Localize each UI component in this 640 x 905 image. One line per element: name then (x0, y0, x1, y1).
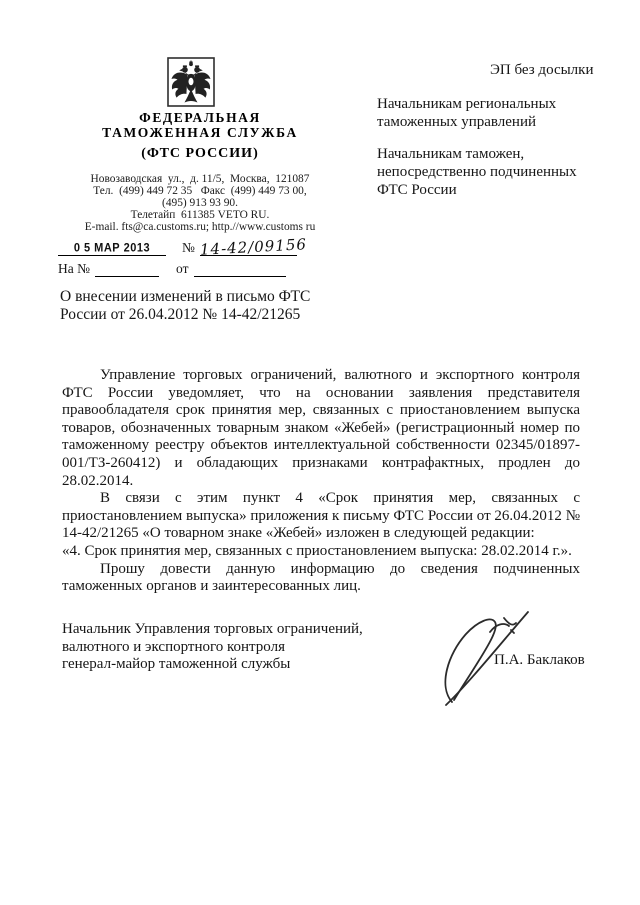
body-paragraph: В связи с этим пункт 4 «Срок принятия мер, связанных с приостановлением выпуска» приложения к письму ФТС России от 26.04.2012 № 14-42/21265 «О товарном знаке «Жебей» изложен в следующей редакции: (62, 490, 580, 542)
incoming-number-field (95, 260, 159, 277)
letter-body (62, 367, 580, 596)
org-name-line2: ТАМОЖЕННАЯ СЛУЖБА (102, 125, 298, 140)
signatory-title-block (62, 621, 392, 674)
signatory-title-line: генерал-майор таможенной службы (62, 656, 291, 673)
address-line: Тел. (499) 449 72 35 Факс (499) 449 73 00, (93, 185, 307, 197)
addressee-line: таможенных управлений (377, 114, 537, 131)
addressee-line: непосредственно подчиненных (377, 163, 577, 180)
addressee-line: Начальникам таможен, (377, 145, 525, 162)
outgoing-number-field (199, 235, 308, 259)
subject-line: России от 26.04.2012 № 14-42/21265 (60, 305, 301, 323)
signatory-title-line: валютного и экспортного контроля (62, 638, 285, 655)
subject-block (60, 288, 320, 323)
addressee-line: ФТС России (377, 182, 457, 199)
number-sign-label: № (182, 240, 195, 255)
address-line: (495) 913 93 90. (162, 197, 238, 209)
body-paragraph-quote: «4. Срок принятия мер, связанных с приостановлением выпуска: 28.02.2014 г.». (62, 542, 572, 559)
signatory-name: П.А. Баклаков (494, 652, 585, 668)
address-line: Новозаводская ул., д. 11/5, Москва, 121087 (90, 173, 310, 185)
date-stamp: 0 5 МАР 2013 (73, 241, 151, 255)
addressee-line: Начальникам региональных (377, 96, 557, 112)
outgoing-ref-row (58, 235, 308, 259)
addressee-1 (377, 95, 595, 132)
incoming-date-field (194, 260, 286, 277)
incoming-number-label: На № (58, 261, 90, 276)
body-paragraph: Прошу довести данную информацию до сведения подчиненных таможенных органов и заинтересованных лиц. (62, 560, 580, 595)
ep-delivery-note: ЭП без досылки (490, 62, 594, 78)
subject-line: О внесении изменений в письмо ФТС (60, 288, 311, 305)
incoming-date-label: от (176, 261, 189, 276)
org-short-name: (ФТС РОССИИ) (141, 146, 259, 161)
signatory-title-line: Начальник Управления торговых ограничений, (62, 621, 363, 637)
incoming-ref-row (58, 260, 286, 277)
coat-of-arms-icon (167, 57, 215, 107)
body-paragraph: Управление торговых ограничений, валютного и экспортного контроля ФТС России уведомляет, что на основании заявления представителя правообладателя срок принятия мер, связанных с приостановлением выпуска товаров, обозначенных товарным знаком «Жебей» (регистрационный номер по таможенному реестру объектов интеллектуальной собственности 02345/01897-001/ТЗ-260412) и обладающих признаками контрафактных, продлен до 28.02.2014. (62, 367, 580, 489)
org-address-block (56, 173, 344, 233)
org-name-line1: ФЕДЕРАЛЬНАЯ (139, 110, 261, 125)
addressee-2 (377, 145, 595, 200)
date-field (58, 239, 166, 256)
letterhead (56, 110, 344, 233)
addressees-block (377, 95, 595, 212)
address-line: Телетайп 611385 VETO RU. (130, 209, 270, 221)
address-line: E-mail. fts@ca.customs.ru; http.//www.customs ru (84, 221, 316, 233)
handwritten-number: 14-42/09156 (199, 235, 308, 259)
